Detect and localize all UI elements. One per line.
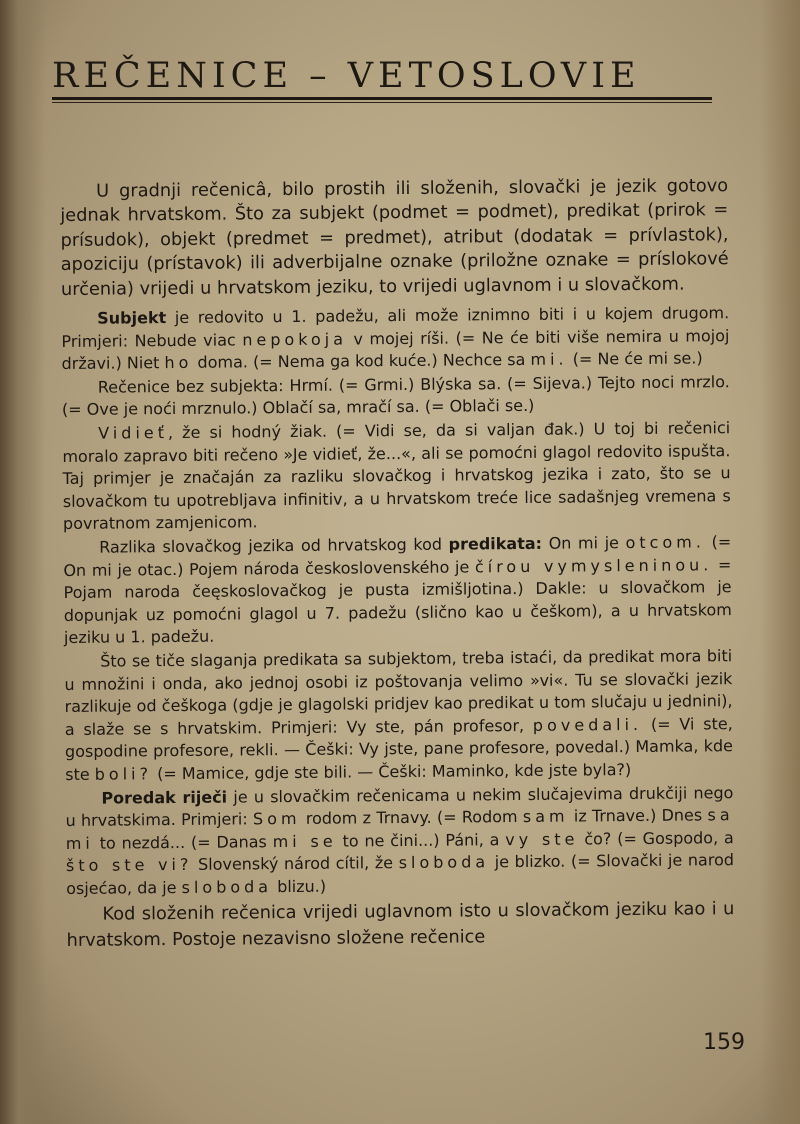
spaced-example: sloboda xyxy=(181,877,273,897)
spaced-example: povedali. xyxy=(532,714,643,735)
page-title: REČENICE – VETOSLOVIE xyxy=(52,56,641,96)
title-rule-thick xyxy=(52,97,712,100)
spaced-example: mi se xyxy=(272,831,337,851)
spaced-example: sam xyxy=(522,806,569,827)
term-predikata: predikata: xyxy=(448,533,543,554)
page-edge-shadow-right xyxy=(760,0,800,1124)
term-poredak: Poredak riječi xyxy=(101,787,228,808)
paragraph-predikat: Razlika slovačkog jezika od hrvatskog kod predikata: On mi je otcom. (= On mi je otac.) Pojem národa československého je čírou vymysleninou. = Pojam naroda čeęskoslovačkog je pusta izmišljotina.) Dakle: u slovačkom je dopunjak uz pomoćni glagol u 7. padežu (slično kao u češkom), a u hrvatskom jeziku u 1. padežu. xyxy=(63,532,732,648)
spaced-example: ho xyxy=(164,353,193,373)
paragraph-bez-subjekta: Rečenice bez subjekta: Hrmí. (= Grmi.) Blýska sa. (= Sijeva.) Tejto noci mrzlo. (= Ove je noći mrznulo.) Oblačí sa, mračí sa. (= Oblači se.) xyxy=(61,371,730,420)
page-edge-shadow-left xyxy=(0,0,46,1124)
spaced-example: vy ste xyxy=(505,829,579,849)
spaced-example: mi. xyxy=(530,349,568,370)
title-rule-thin xyxy=(52,102,712,103)
paragraph-slaganje: Što se tiče slaganja predikata sa subjektom, treba istaći, da predikat mora biti u množini i onda, ako jednoj osobi iz poštovanja velimo »vi«. Tu se slovački jezik razlikuje od češkoga (gdje je glagolski pridjev kao predikat u tom slučaju u jednini), a slaže se s hrvatskim. Primjeri: Vy ste, pán profesor, povedali. (= Vi ste, gospodine profesore, rekli. — Češki: Vy jste, pane profesore, povedal.) Mamka, kde ste boli? (= Mamice, gdje ste bili. — Češki: Maminko, kde jste byla?) xyxy=(64,646,734,784)
spaced-example: sa mi xyxy=(65,805,734,853)
spaced-example: boli? xyxy=(94,764,153,784)
spaced-example: otcom. xyxy=(625,532,705,553)
paragraph-subjekt: Subjekt je redovito u 1. padežu, ali može iznimno biti i u kojem drugom. Primjeri: Nebude viac nepokoja v mojej ríši. (= Ne će biti više nemira u mojoj državi.) Niet ho doma. (= Nema ga kod kuće.) Nechce sa mi. (= Ne će mi se.) xyxy=(61,303,730,374)
paragraph-slozene: Kod složenih rečenica vrijedi uglavnom isto u slovačkom jeziku kao i u hrvatskom. Postoje nezavisno složene rečenice xyxy=(66,898,735,952)
spaced-example: sloboda xyxy=(398,852,490,873)
spaced-example: što ste vi? xyxy=(65,855,193,876)
spaced-example: Som xyxy=(252,809,301,829)
spaced-example: čírou vymysleninou. xyxy=(474,554,713,576)
page-number: 159 xyxy=(703,1030,745,1055)
term-subjekt: Subjekt xyxy=(97,308,167,328)
spaced-example: Vidieť xyxy=(98,423,169,443)
paragraph-vidiet: Vidieť, že si hodný žiak. (= Vidi se, da si valjan đak.) U toj bi rečenici moralo zapravo biti rečeno »Je vidieť, že...«, ali se pomoćni glagol redovito ispušta. Taj primjer je značaján za razliku slovačkog i hrvatskog jezika i zato, što se u slovačkom tu upotrebljava infinitiv, a u hrvatskom treće lice sadašnjeg vremena s povratnom zamjenicom. xyxy=(62,418,731,534)
paragraph-intro: U gradnji rečenicâ, bilo prostih ili složenih, slovački je jezik gotovo jednak hrvatskom. Što za subjekt (podmet = podmet), predikat (prirok = prísudok), objekt (predmet = predmet), atribut (dodatak = prívlastok), apoziciju (prístavok) ili adverbijalne oznake (priložne oznake = príslokové určenia) vrijedi u hrvatskom jeziku, to vrijedi uglavnom i u slovačkom. xyxy=(60,175,729,300)
spaced-example: nepokoja xyxy=(242,329,348,350)
paragraph-poredak: Poredak riječi je u slovačkim rečenicama u nekim slučajevima drukčiji nego u hrvatskima. Primjeri: Som rodom z Trnavy. (= Rodom sam iz Trnave.) Dnes sa mi to nezdá... (= Danas mi se to ne čini...) Páni, a vy ste čo? (= Gospodo, a što ste vi? Slovenský národ cítil, že sloboda je blizko. (= Slovački je narod osjećao, da je sloboda blizu.) xyxy=(65,782,735,898)
body-text xyxy=(60,174,735,955)
